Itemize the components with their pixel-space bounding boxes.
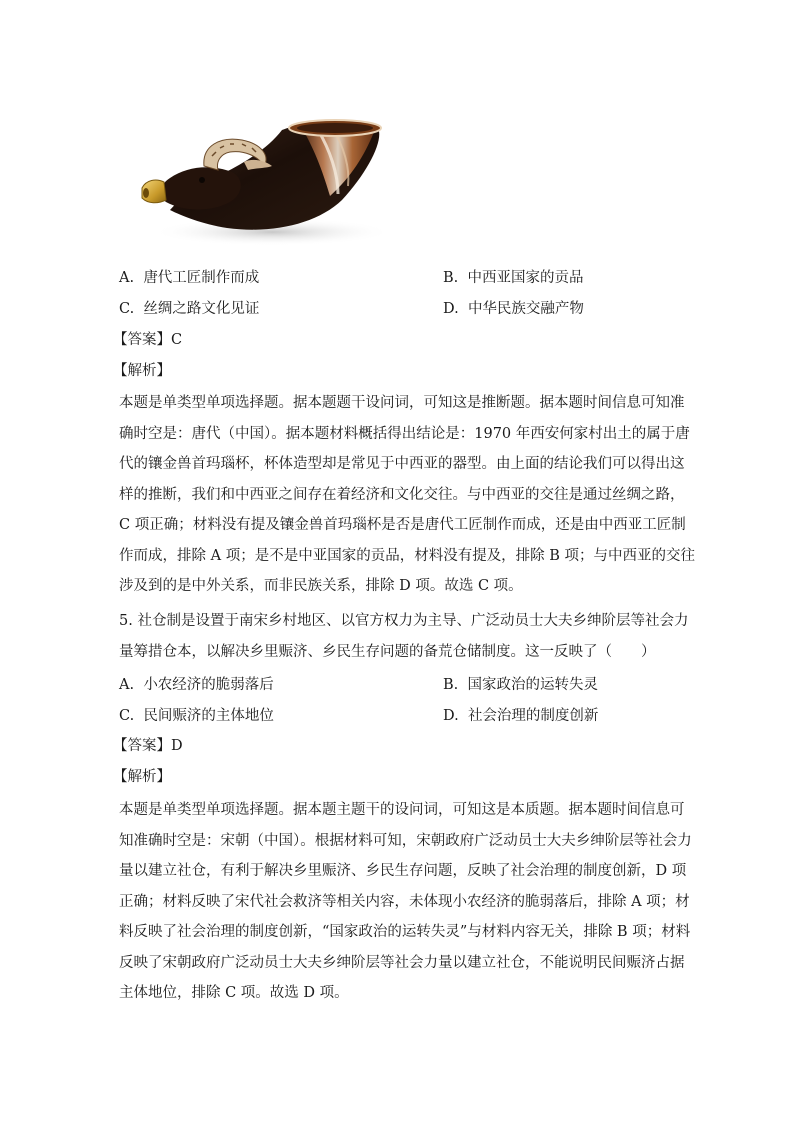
analysis-line: 正确；材料反映了宋代社会救济等相关内容，未体现小农经济的脆弱落后，排除 A 项；材	[119, 893, 690, 910]
option-letter: C.	[119, 301, 135, 317]
q5-option-d	[443, 706, 598, 726]
analysis-line: 量以建立社仓，有利于解决乡里赈济、乡民生存问题，反映了社会治理的制度创新，D 项	[119, 863, 687, 879]
q4-analysis-title: 【解析】	[113, 363, 171, 379]
option-letter: D.	[443, 301, 459, 317]
agate-rhyton-image	[132, 116, 384, 250]
analysis-line: 本题是单类型单项选择题。据本题题干设问词，可知这是推断题。据本题时间信息可知准	[119, 395, 685, 411]
rhyton-illustration	[132, 116, 384, 250]
q4-answer: 【答案】C	[113, 332, 183, 348]
q5-analysis-title: 【解析】	[113, 769, 171, 785]
q4-option-d	[443, 299, 584, 319]
q4-option-b	[443, 268, 583, 288]
analysis-line: 主体地位，排除 C 项。故选 D 项。	[119, 985, 349, 1001]
analysis-line: 知准确时空是：宋朝（中国）。根据材料可知，宋朝政府广泛动员士大夫乡绅阶层等社会力	[119, 832, 692, 849]
q4-analysis-text	[119, 388, 696, 602]
q5-option-a	[119, 675, 274, 695]
analysis-line: 确时空是：唐代（中国）。据本题材料概括得出结论是：1970 年西安何家村出土的属于唐	[119, 425, 690, 442]
q5-stem	[119, 606, 689, 667]
option-text: 中西亚国家的贡品	[467, 270, 584, 286]
q4-option-c	[119, 299, 259, 319]
analysis-line: 料反映了社会治理的制度创新，“国家政治的运转失灵”与材料内容无关，排除 B 项；材料	[119, 924, 691, 940]
option-text: 中华民族交融产物	[467, 301, 584, 317]
option-text: 唐代工匠制作而成	[143, 270, 260, 286]
option-letter: C.	[119, 708, 135, 724]
option-letter: B.	[443, 270, 459, 286]
analysis-line: C 项正确；材料没有提及镶金兽首玛瑙杯是否是唐代工匠制作而成，还是由中西亚工匠制	[119, 517, 686, 533]
q4-option-a	[119, 268, 259, 288]
q5-answer: 【答案】D	[113, 738, 183, 754]
stem-line: 5. 社仓制是设置于南宋乡村地区、以官方权力为主导、广泛动员士大夫乡绅阶层等社会力	[119, 613, 689, 629]
q5-option-c	[119, 706, 274, 726]
option-text: 国家政治的运转失灵	[467, 677, 598, 693]
analysis-line: 反映了宋朝政府广泛动员士大夫乡绅阶层等社会力量以建立社仓，不能说明民间赈济占据	[119, 954, 685, 971]
stem-line: 量筹措仓本，以解决乡里赈济、乡民生存问题的备荒仓储制度。这一反映了（ ）	[119, 643, 656, 660]
option-letter: B.	[443, 677, 459, 693]
analysis-line: 涉及到的是中外关系，而非民族关系，排除 D 项。故选 C 项。	[119, 578, 523, 594]
q5-option-b	[443, 675, 598, 695]
option-letter: A.	[119, 677, 135, 693]
analysis-line: 样的推断，我们和中西亚之间存在着经济和文化交往。与中西亚的交往是通过丝绸之路，	[119, 486, 685, 503]
option-text: 丝绸之路文化见证	[143, 301, 260, 317]
analysis-line: 作而成，排除 A 项；是不是中亚国家的贡品，材料没有提及，排除 B 项；与中西亚的交往	[119, 547, 696, 564]
option-text: 小农经济的脆弱落后	[143, 677, 274, 693]
option-letter: A.	[119, 270, 135, 286]
option-text: 社会治理的制度创新	[467, 708, 599, 724]
q5-analysis-text	[119, 795, 692, 1009]
analysis-line: 本题是单类型单项选择题。据本题主题干的设问词，可知这是本质题。据本题时间信息可	[119, 802, 685, 818]
option-text: 民间赈济的主体地位	[143, 708, 274, 724]
option-letter: D.	[443, 708, 459, 724]
analysis-line: 代的镶金兽首玛瑙杯，杯体造型却是常见于中西亚的器型。由上面的结论我们可以得出这	[119, 456, 685, 472]
